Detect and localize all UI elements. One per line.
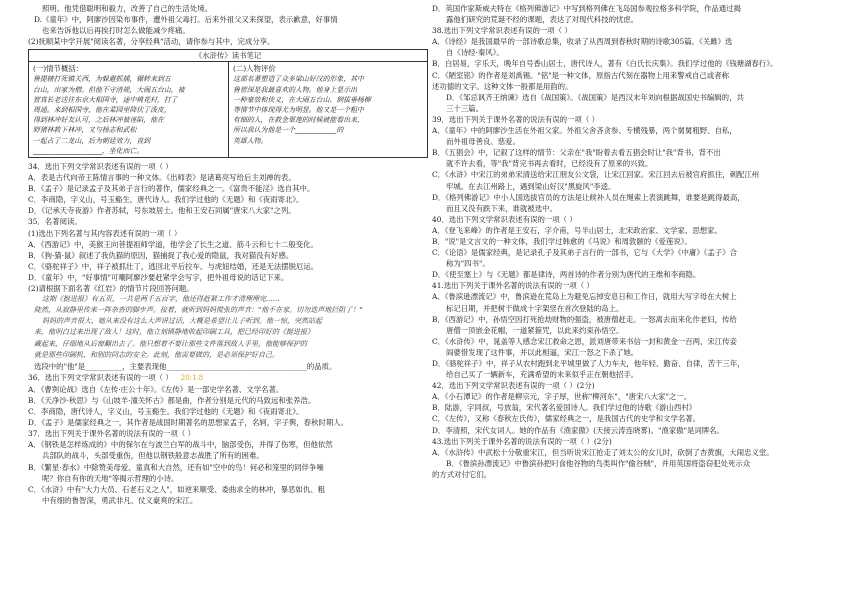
plot-summary-line: 一起占了二龙山，后为朝廷效力，直到 — [33, 136, 151, 145]
text-line: 称为"四书"。 — [446, 259, 490, 269]
option-line: B．《孟子》是记录孟子及其弟子言行的著作，儒家经典之一。《富贵不能淫》选自其中。 — [28, 184, 315, 194]
text-line: 自《诗经·秦风》。 — [446, 48, 504, 58]
text-line: 牢城。在去江州路上，遇到梁山好汉"黑旋风"李逵。 — [446, 181, 616, 191]
text-line: D．李清照，宋代女词人。她的作品有《渔家傲》(天接云涛连晓雾)。"渔家傲"是词牌名。 — [432, 425, 724, 435]
text-line: D．《骆驼祥子》中，祥子从农村跑到北平城里做了人力车夫，他年轻、勤奋、自律，苦干三年， — [432, 359, 745, 368]
option-line: D．《孟子》是儒家经典之一，其作者是战国时期著名的思想家孟子，名轲，字子舆，春秋时期人。 — [28, 418, 349, 428]
text-line: 照明。他凭借聪明和毅力，改善了自己的生活处境。 — [42, 4, 212, 13]
excerpt-line: 就是那些印刷机、和别的同志的安全。此刻，他需要做的，是必须保护好自己。 — [34, 350, 279, 359]
text-line: B．白居易，字乐天，晚年自号香山居士，唐代诗人，著有《白氏长庆集》。我们学过他的《钱塘湖春行》。 — [432, 59, 778, 69]
question-36-text: 36．选出下列文学常识表述有误的一项（ ） — [28, 372, 173, 382]
text-line: 43.选出下列关于课外名著的说法有误的一项（ ）(2分) — [432, 436, 612, 446]
text-line: 三十三篇。 — [446, 103, 483, 113]
text-line: C．《水浒》中宋江的弟弟宋清送给宋江朋友公文袋，让宋江回家。宋江回去后被官府抓住，刺配江州 — [432, 170, 760, 180]
right-column — [432, 3, 846, 480]
character-evaluation-line: 等情节中体现得尤为明显。他又是一个粗中 — [233, 105, 364, 114]
option-line: C．李商隐，字义山，号玉谿生，唐代诗人。我们学过他的《无题》和《夜雨寄北》。 — [28, 195, 304, 205]
sub-question: (2)请根据下面名著《红岩》的情节片段回答问题。 — [28, 284, 194, 294]
excerpt-line: 藏起来，仔细地从后窗翻出去了。他只想着不要让那些文件落到敌人手里，他能够保护的 — [34, 339, 307, 348]
plot-summary-line: 野猪林救下林冲，又与杨志和武松 — [33, 126, 137, 135]
text-line: 述功德的文字。这种文体一般都是用韵的。 — [432, 81, 573, 91]
text-line: D．《格列佛游记》中小人国选拔官员的方法是让候补人员在绳索上表演跳舞，谁要是跳得最高， — [432, 192, 745, 202]
text-line: B．陆游，字同叔，号放翁，宋代著名爱国诗人。我们学过他的诗歌《游山西村》 — [432, 403, 697, 413]
option-line: A．表是古代向帝王陈情言事的一种文体。《出师表》是诸葛亮写给后主刘禅的表。 — [28, 173, 296, 183]
question-35: 35．名著阅读。 — [28, 217, 82, 227]
excerpt-line: 这期《挺进报》有五页，一共是两千五百字，他还得赶紧工作才清理埋完…… — [42, 295, 280, 304]
text-line: (2)抚顺某中学开展"阅读名著，分享经典"活动，请你参与其中，完成分享。 — [28, 37, 275, 47]
character-evaluation-line: 英雄人物。 — [233, 136, 268, 145]
character-evaluation-line: 所以我认为他是一个____________的 — [233, 126, 344, 135]
fill-blank-line: 选段中的"他"是__________，主要表现他______________________________________的品质。 — [34, 361, 337, 371]
option-line: 中有细的鲁智深，勇武非凡、仗义豪爽的宋江。 — [42, 495, 198, 505]
character-evaluation-line: 这部名著塑造了众多梁山好汉的形象，其中 — [233, 75, 364, 84]
plot-summary-heading: (一)情节概括： — [33, 64, 84, 74]
plot-summary-line: ____________________，坐化而亡。 — [33, 146, 144, 155]
text-line: A．《小石潭记》的作者是柳宗元，字子厚，世称"柳河东"，"唐宋八大家"之一。 — [432, 392, 692, 402]
plot-summary-line: 智真长老送往东京大相国寺，途中桃花村，打了 — [33, 95, 178, 104]
text-line: 标记日期，并把树干做成十字架竖在首次登陆的岛上。 — [446, 303, 624, 313]
page-mark: 20:1.8 — [180, 373, 204, 382]
text-line: 给自己买了一辆新车，充满希望的未来似乎正在朝他招手。 — [446, 370, 639, 380]
text-line: 阎婆惜发现了这件事，并以此相逼，宋江一怒之下杀了她。 — [446, 347, 639, 357]
text-line: C．《论语》是儒家经典，是记录孔子及其弟子言行的一部书，它与《大学》《中庸》《孟子》合 — [432, 248, 737, 258]
character-evaluation-line: 一种豪放和侠义，在大闹五台山、倒拔垂杨柳 — [233, 95, 371, 104]
question-34: 34．选出下列文学常识表述有误的一项（ ） — [28, 162, 173, 171]
option-line: A．《钢铁是怎样炼成的》中的保尔在与波兰白军的战斗中，脑部受伤，并得了伤寒，但他依然 — [28, 440, 333, 450]
character-evaluation-heading: (二)人物评价 — [233, 64, 276, 74]
option-line: A．《曹刿论战》选自《左传·庄公十年》。《左传》是一部史学名著、文学名著。 — [28, 384, 284, 394]
question-36 — [28, 372, 428, 384]
text-line: B．《五猖会》中，记叙了这样的情节：父亲在"我"盼着去看五猖会时让"我"背书，背不出 — [432, 148, 721, 158]
text-line: D．《邹忌讽齐王纳谏》选自《战国策》。《战国策》是西汉末年刘向根据战国史书编辑的，共 — [446, 92, 744, 102]
text-line: 露他们研究的荒诞不经的课题，表达了对现代科技的忧虑。 — [446, 15, 639, 25]
option-line: C．李商隐，唐代诗人，字义山，号玉谿生。我们学过他的《无题》和《夜雨寄北》。 — [28, 407, 304, 417]
sub-question: (1)选出下列名著与其内容表述有误的一项（ ） — [28, 228, 182, 238]
text-line: 唐僧一顶嵌金花帽，一道紧箍咒，以此来约束孙悟空。 — [446, 325, 624, 335]
excerpt-line: 来，他明白过来出现了敌人！这时，他立刻镇静地收起印刷工具，把已经印好的《挺进报》 — [34, 328, 314, 337]
left-column — [28, 3, 428, 506]
plot-summary-line: 鲁提辖打死镇关西，为躲避抓捕，辗转来到五 — [33, 75, 171, 84]
option-line: B．《狗·猫·鼠》叙述了我仇猫的原因，猫捕捉了我心爱的隐鼠，我对猫没有好感。 — [28, 250, 294, 260]
excerpt-line: 妈妈的声音很大，她从来没有这么大声讲过话，大概是希望让儿子听到。他一惊，突然站起 — [42, 317, 322, 326]
text-line: 39．选出下列关于课外名著的说法有误的一项（ ） — [432, 114, 599, 124]
text-line: A．《诗经》是我国最早的一部诗歌总集，收录了从西周到春秋时期的诗歌305篇。《关雎》选 — [432, 37, 733, 47]
option-line: C．《骆驼祥子》中，祥子被抓壮丁，逃回北平后拉车。与虎妞结婚，还是无法摆脱厄运。 — [28, 261, 319, 271]
plot-summary-line: 周通。来到相国寺，他在菜园里降伏了泼皮， — [33, 105, 171, 114]
option-line: B．《繁星·春水》中除赞美母爱、童真和大自然，还有如"空中的鸟！何必和笼里的同伴争噪 — [28, 462, 324, 472]
option-line: D．《童年》中，"好事情"可嘲阿廖沙要赶紧学会写字，把外祖母说的话记下来。 — [28, 272, 289, 282]
text-line: D．《使至塞上》与《无题》都是律诗，两首诗的作者分别为唐代的王维和李商隐。 — [432, 270, 701, 280]
plot-summary-line: 得到林冲好友认可，之后林冲被诬陷，他在 — [33, 116, 164, 125]
text-line: C．《水浒传》中，晁盖等人感念宋江救命之恩，派刘唐带来书信一封和黄金一百两，宋江传妾 — [432, 336, 737, 346]
text-line: A．《登飞来峰》的作者是王安石，字介甫，号半山居士，北宋政治家、文学家、思想家。 — [432, 225, 722, 235]
text-line: 就不许去看，等"我"背完书再去看时，已经没有了原来的兴致。 — [446, 159, 653, 169]
text-line: A．《鲁滨逊漂流记》中，鲁滨逊在荒岛上为避免忘掉安息日和工作日，就用大写字母在大树上 — [432, 292, 737, 302]
text-line: B．《鲁滨孙漂流记》中鲁滨孙把叼食他谷物的鸟类叫作"偷谷贼"，并用英国将盗窃犯处死示众 — [446, 458, 751, 468]
text-line: D．英国作家斯威夫特在《格列佛游记》中写到格列佛在飞岛国参观拉格多科学院，作品通过揭 — [432, 4, 741, 13]
text-line: D.《童年》中，阿廖沙因染布事件，遭外祖父毒打。后来外祖父又来探望，表示歉意，好事情 — [34, 15, 338, 25]
text-line: 的方式对付它们。 — [432, 469, 492, 479]
text-line: A．《童年》中的阿廖沙生活在外祖父家。外祖父舍吝贪参、专横残暴，两个舅舅粗野、自私， — [432, 126, 737, 136]
text-line: B．"说"是文言文的一种文体，我们学过韩愈的《马说》和周敦颐的《爱莲说》。 — [432, 236, 692, 246]
text-line: B．《西游记》中，孙悟空因打死抢劫财物的强盗，被唐僧赶走。一怒离去而来化作老妇，传给 — [432, 314, 737, 324]
option-line: D．《记承天寺夜游》作者苏轼，号东坡居士。他和王安石同属"唐宋八大家"之列。 — [28, 206, 296, 216]
option-line: B．《天净沙·秋思》与《山坡羊·潼关怀古》都是曲，作者分别是元代的马致远和张养浩。 — [28, 395, 316, 405]
option-line: A．《西游记》中，美猴王向菩提祖师学道，他学会了长生之道、筋斗云和七十二般变化。 — [28, 239, 318, 249]
text-line: A．《水浒传》中武松十分敬重宋江，但当听说宋江抢走了刘太公的女儿时，砍倒了杏黄旗，大闹忠义堂。 — [432, 447, 774, 457]
question-37: 37．选出下列关于课外名著的说法有误的一项（ ） — [28, 429, 195, 439]
text-line: 而外祖母善良、慈爱。 — [446, 137, 520, 147]
text-line: 41.选出下列关于课外名著的说法有误的一项（ ） — [432, 281, 594, 291]
option-line: 呢？你自有你的天地"等揭示哲理的小诗。 — [42, 473, 179, 483]
reading-notes-title: 《水浒传》读书笔记 — [29, 50, 427, 62]
character-evaluation-line: 鲁智深是我最喜欢的人物。他身上显示出 — [233, 85, 358, 94]
text-line: 40．选出下列文学常识表述有误的一项（ ） — [432, 214, 577, 224]
option-line: C．《水浒》中有"大力大员、石老石义之人"，如逆来顺受、委曲求全的林冲，暴恶如仇、粗 — [28, 484, 325, 494]
text-line: 38.选出下列文学常识表述有误的一项（ ） — [432, 26, 572, 36]
text-line: 而且又没有跌下来，谁就被选中。 — [446, 203, 557, 213]
text-line: C．《左传》，又称《春秋左氏传》，儒家经典之一，是我国古代的史学和文学名著。 — [432, 414, 701, 424]
text-line: 也来告诉他以后再挨打时怎么做能减少疼痛。 — [42, 26, 190, 36]
reading-notes-box — [28, 49, 428, 158]
character-evaluation-line: 有细的人，在救金翠莲的时候就能看出来， — [233, 116, 364, 125]
plot-summary-cell — [29, 62, 228, 157]
excerpt-line: 陡然，从寂静里传来一阵杂沓的脚步声。接着，就听到妈妈慌张的声音："他不在家。切勿迭声地拦阻了！" — [34, 306, 363, 315]
option-line: 兵部队的战斗，头部受重伤，但他以钢铁般意志战胜了所有的困难。 — [42, 451, 264, 461]
plot-summary-line: 台山，出家为僧。但他不守清规，大闹五台山，被 — [33, 85, 185, 94]
text-line: C．《陋室铭》的作者是刘禹锡。"铭"是一种文体，原指古代刻在器物上用来警戒自己或者称 — [432, 70, 729, 80]
text-line: 42．选出下列文学常识表述有误的一项（ ）(2分) — [432, 381, 595, 391]
character-evaluation-cell — [228, 62, 427, 157]
